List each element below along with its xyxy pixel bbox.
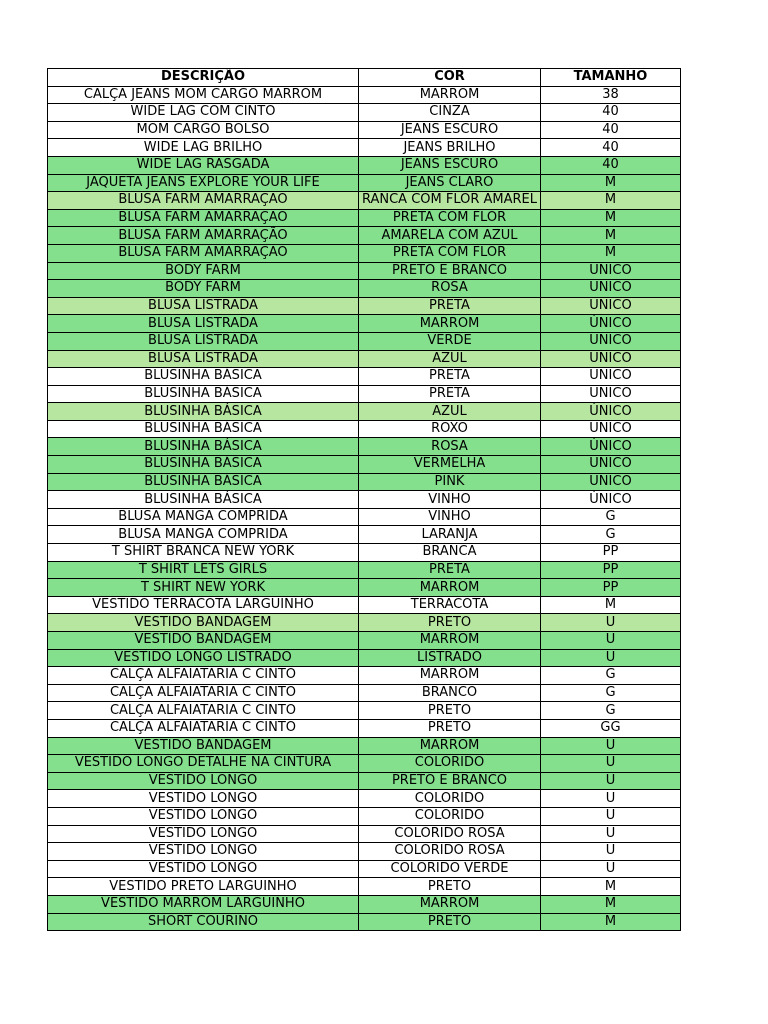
table-row: [48, 807, 681, 825]
cell-color: CINZA: [359, 104, 541, 122]
table-row: [48, 139, 681, 157]
cell-size: PP: [541, 544, 681, 562]
table-row: [48, 456, 681, 474]
cell-size: ÚNICO: [541, 491, 681, 509]
cell-size: U: [541, 649, 681, 667]
cell-color: LARANJA: [359, 526, 541, 544]
table-row: [48, 280, 681, 298]
cell-color: VERMELHA: [359, 456, 541, 474]
cell-color: RANCA COM FLOR AMAREL: [359, 192, 541, 210]
header-size: TAMANHO: [541, 69, 681, 87]
cell-description: BLUSINHA BÁSICA: [48, 438, 359, 456]
cell-color: PRETO E BRANCO: [359, 262, 541, 280]
table-row: [48, 403, 681, 421]
cell-color: PRETO: [359, 614, 541, 632]
cell-color: JEANS ESCURO: [359, 121, 541, 139]
cell-size: G: [541, 667, 681, 685]
cell-size: U: [541, 807, 681, 825]
cell-size: U: [541, 790, 681, 808]
cell-size: U: [541, 860, 681, 878]
table-row: [48, 121, 681, 139]
cell-description: T SHIRT BRANCA NEW YORK: [48, 544, 359, 562]
cell-description: VESTIDO BANDAGEM: [48, 632, 359, 650]
cell-color: MARROM: [359, 86, 541, 104]
cell-color: BRANCO: [359, 684, 541, 702]
cell-description: BLUSA LISTRADA: [48, 350, 359, 368]
table-row: [48, 174, 681, 192]
table-body: [48, 86, 681, 931]
cell-size: G: [541, 684, 681, 702]
cell-description: BLUSA FARM AMARRAÇÃO: [48, 244, 359, 262]
table-row: [48, 772, 681, 790]
table-row: [48, 526, 681, 544]
table-row: [48, 561, 681, 579]
cell-size: ÚNICO: [541, 403, 681, 421]
table-row: [48, 843, 681, 861]
cell-color: MARROM: [359, 667, 541, 685]
cell-size: U: [541, 632, 681, 650]
inventory-table: [47, 68, 681, 931]
cell-description: BLUSA MANGA COMPRIDA: [48, 526, 359, 544]
cell-size: 40: [541, 121, 681, 139]
table-row: [48, 156, 681, 174]
table-row: [48, 508, 681, 526]
cell-color: AZUL: [359, 403, 541, 421]
table-row: [48, 719, 681, 737]
table-row: [48, 491, 681, 509]
header-row: [48, 69, 681, 87]
cell-description: CALÇA ALFAIATARIA C CINTO: [48, 667, 359, 685]
table-row: [48, 315, 681, 333]
header-color: COR: [359, 69, 541, 87]
table-row: [48, 244, 681, 262]
cell-size: ÚNICO: [541, 438, 681, 456]
table-row: [48, 368, 681, 386]
cell-description: WIDE LAG BRILHO: [48, 139, 359, 157]
cell-color: AZUL: [359, 350, 541, 368]
table-row: [48, 192, 681, 210]
cell-color: COLORIDO VERDE: [359, 860, 541, 878]
cell-description: T SHIRT NEW YORK: [48, 579, 359, 597]
cell-color: PRETO: [359, 719, 541, 737]
cell-description: BLUSA MANGA COMPRIDA: [48, 508, 359, 526]
table-row: [48, 878, 681, 896]
cell-size: ÚNICO: [541, 473, 681, 491]
cell-color: LISTRADO: [359, 649, 541, 667]
cell-color: VERDE: [359, 332, 541, 350]
cell-color: PRETA: [359, 385, 541, 403]
cell-color: PRETA: [359, 368, 541, 386]
cell-description: CALÇA JEANS MOM CARGO MARROM: [48, 86, 359, 104]
cell-description: BLUSINHA BÁSICA: [48, 491, 359, 509]
cell-description: CALÇA ALFAIATARIA C CINTO: [48, 719, 359, 737]
table-row: [48, 667, 681, 685]
header-description: DESCRIÇÃO: [48, 69, 359, 87]
cell-description: VESTIDO LONGO: [48, 825, 359, 843]
cell-size: ÚNICO: [541, 420, 681, 438]
cell-description: WIDE LAG COM CINTO: [48, 104, 359, 122]
cell-size: ÚNICO: [541, 368, 681, 386]
cell-size: M: [541, 596, 681, 614]
cell-size: GG: [541, 719, 681, 737]
table-row: [48, 632, 681, 650]
cell-description: WIDE LAG RASGADA: [48, 156, 359, 174]
table-row: [48, 86, 681, 104]
table-row: [48, 860, 681, 878]
cell-description: BLUSA LISTRADA: [48, 297, 359, 315]
cell-size: ÚNICO: [541, 456, 681, 474]
cell-description: CALÇA ALFAIATARIA C CINTO: [48, 684, 359, 702]
cell-color: PRETA: [359, 561, 541, 579]
cell-color: ROSA: [359, 438, 541, 456]
table-row: [48, 385, 681, 403]
cell-description: BLUSINHA BÁSICA: [48, 456, 359, 474]
cell-description: BLUSINHA BÁSICA: [48, 403, 359, 421]
cell-color: BRANCA: [359, 544, 541, 562]
cell-size: PP: [541, 579, 681, 597]
cell-color: PINK: [359, 473, 541, 491]
cell-description: T SHIRT LETS GIRLS: [48, 561, 359, 579]
cell-color: MARROM: [359, 737, 541, 755]
cell-description: BLUSA FARM AMARRAÇÃO: [48, 192, 359, 210]
cell-color: JEANS ESCURO: [359, 156, 541, 174]
cell-color: PRETO E BRANCO: [359, 772, 541, 790]
table-row: [48, 104, 681, 122]
cell-size: M: [541, 895, 681, 913]
cell-color: PRETO: [359, 702, 541, 720]
cell-size: M: [541, 244, 681, 262]
cell-size: ÚNICO: [541, 350, 681, 368]
cell-description: VESTIDO LONGO: [48, 790, 359, 808]
table-row: [48, 473, 681, 491]
cell-color: MARROM: [359, 895, 541, 913]
table-row: [48, 262, 681, 280]
table-row: [48, 737, 681, 755]
cell-color: PRETO: [359, 913, 541, 931]
table-row: [48, 579, 681, 597]
table-row: [48, 209, 681, 227]
cell-color: JEANS BRILHO: [359, 139, 541, 157]
cell-size: M: [541, 913, 681, 931]
cell-color: AMARELA COM AZUL: [359, 227, 541, 245]
cell-size: 40: [541, 156, 681, 174]
cell-size: ÚNICO: [541, 315, 681, 333]
cell-size: G: [541, 508, 681, 526]
cell-description: VESTIDO LONGO: [48, 843, 359, 861]
cell-color: ROSA: [359, 280, 541, 298]
cell-description: BLUSINHA BÁSICA: [48, 368, 359, 386]
cell-description: BLUSA FARM AMARRAÇÃO: [48, 209, 359, 227]
cell-description: JAQUETA JEANS EXPLORE YOUR LIFE: [48, 174, 359, 192]
cell-description: VESTIDO BANDAGEM: [48, 614, 359, 632]
cell-color: ROXO: [359, 420, 541, 438]
cell-size: PP: [541, 561, 681, 579]
cell-description: VESTIDO LONGO LISTRADO: [48, 649, 359, 667]
cell-size: ÚNICO: [541, 280, 681, 298]
table-row: [48, 438, 681, 456]
table-row: [48, 895, 681, 913]
cell-size: U: [541, 825, 681, 843]
cell-size: ÚNICO: [541, 297, 681, 315]
cell-color: COLORIDO: [359, 807, 541, 825]
cell-size: M: [541, 209, 681, 227]
table-row: [48, 544, 681, 562]
table-row: [48, 227, 681, 245]
cell-description: VESTIDO LONGO: [48, 772, 359, 790]
table-row: [48, 649, 681, 667]
cell-size: M: [541, 227, 681, 245]
table-row: [48, 790, 681, 808]
table-row: [48, 332, 681, 350]
cell-size: 40: [541, 139, 681, 157]
cell-color: TERRACOTA: [359, 596, 541, 614]
table-row: [48, 297, 681, 315]
cell-color: COLORIDO: [359, 790, 541, 808]
cell-description: BLUSINHA BÁSICA: [48, 420, 359, 438]
cell-description: BODY FARM: [48, 262, 359, 280]
cell-size: U: [541, 772, 681, 790]
cell-size: ÚNICO: [541, 385, 681, 403]
cell-size: ÚNICO: [541, 332, 681, 350]
table-row: [48, 825, 681, 843]
cell-size: M: [541, 878, 681, 896]
cell-color: JEANS CLARO: [359, 174, 541, 192]
table-row: [48, 755, 681, 773]
table-row: [48, 596, 681, 614]
cell-description: MOM CARGO BOLSO: [48, 121, 359, 139]
cell-color: COLORIDO: [359, 755, 541, 773]
cell-description: BLUSA LISTRADA: [48, 332, 359, 350]
cell-color: PRETO: [359, 878, 541, 896]
cell-color: PRETA COM FLOR: [359, 244, 541, 262]
cell-size: U: [541, 614, 681, 632]
cell-color: MARROM: [359, 315, 541, 333]
cell-color: VINHO: [359, 491, 541, 509]
cell-description: SHORT COURINO: [48, 913, 359, 931]
cell-size: M: [541, 174, 681, 192]
cell-description: BLUSA FARM AMARRAÇÃO: [48, 227, 359, 245]
table-row: [48, 614, 681, 632]
table-row: [48, 702, 681, 720]
cell-color: COLORIDO ROSA: [359, 843, 541, 861]
cell-description: VESTIDO TERRACOTA LARGUINHO: [48, 596, 359, 614]
table-row: [48, 684, 681, 702]
cell-size: 38: [541, 86, 681, 104]
cell-description: VESTIDO LONGO: [48, 807, 359, 825]
cell-color: MARROM: [359, 632, 541, 650]
cell-size: G: [541, 526, 681, 544]
cell-size: U: [541, 843, 681, 861]
cell-description: VESTIDO LONGO: [48, 860, 359, 878]
cell-size: M: [541, 192, 681, 210]
cell-size: U: [541, 755, 681, 773]
cell-size: G: [541, 702, 681, 720]
cell-description: VESTIDO BANDAGEM: [48, 737, 359, 755]
table-row: [48, 913, 681, 931]
table-row: [48, 350, 681, 368]
cell-size: 40: [541, 104, 681, 122]
cell-color: PRETA COM FLOR: [359, 209, 541, 227]
cell-description: BLUSINHA BÁSICA: [48, 473, 359, 491]
cell-description: BLUSA LISTRADA: [48, 315, 359, 333]
cell-description: VESTIDO PRETO LARGUINHO: [48, 878, 359, 896]
cell-description: BODY FARM: [48, 280, 359, 298]
cell-color: VINHO: [359, 508, 541, 526]
cell-size: U: [541, 737, 681, 755]
cell-color: COLORIDO ROSA: [359, 825, 541, 843]
cell-description: BLUSINHA BÁSICA: [48, 385, 359, 403]
cell-color: MARROM: [359, 579, 541, 597]
cell-description: CALÇA ALFAIATARIA C CINTO: [48, 702, 359, 720]
cell-color: PRETA: [359, 297, 541, 315]
cell-size: ÚNICO: [541, 262, 681, 280]
cell-description: VESTIDO MARROM LARGUINHO: [48, 895, 359, 913]
cell-description: VESTIDO LONGO DETALHE NA CINTURA: [48, 755, 359, 773]
table-row: [48, 420, 681, 438]
